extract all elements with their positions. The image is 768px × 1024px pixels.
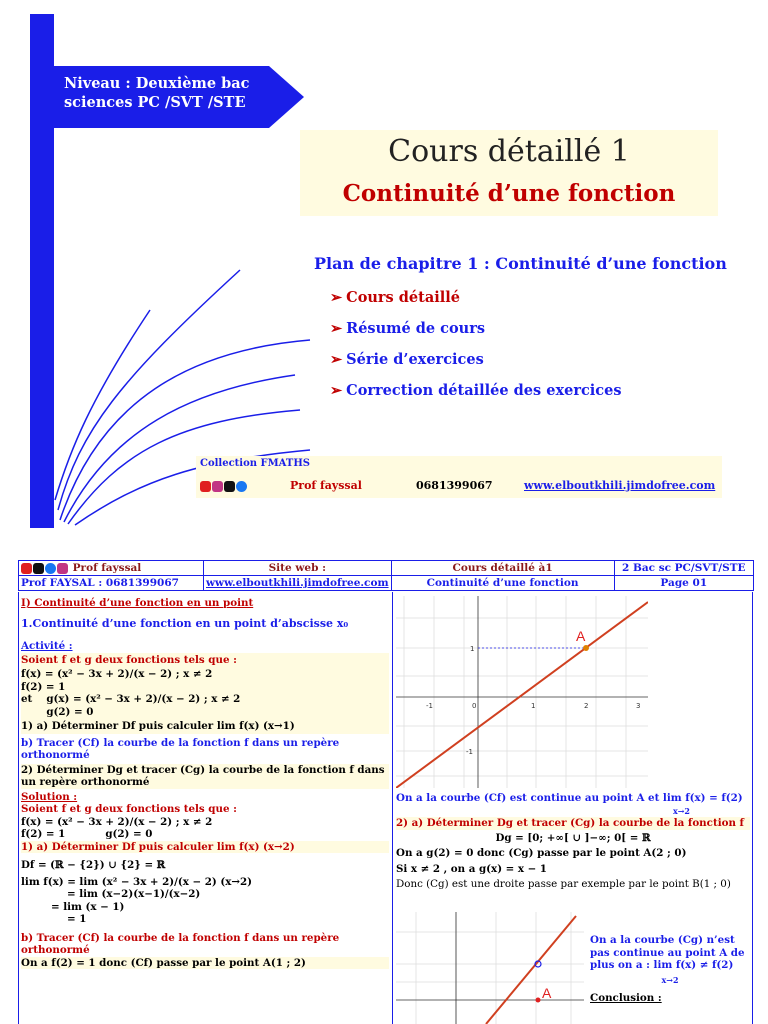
limit-step-3: = lim (x − 1) (51, 900, 125, 913)
soient-text-2: Soient f et g deux fonctions tels que : (21, 803, 237, 815)
tiktok-icon[interactable] (224, 481, 235, 492)
facebook-icon[interactable] (236, 481, 247, 492)
column-divider (392, 592, 393, 1024)
youtube-icon[interactable] (200, 481, 211, 492)
domain-dg: Dg = [0; +∞[ ∪ ]−∞; 0[ = ℝ (495, 831, 651, 844)
right-border (752, 592, 753, 1024)
solution-q1b: b) Tracer (Cf) la courbe de la fonction f dans un repère orthonormé (21, 931, 340, 956)
left-column: I) Continuité d’une fonction en un point 1.Continuité d’une fonction en un point d’abscisse x₀ Activité : Soient f et g deux fonctions tels que : f(x) = (x² − 3x + 2)/(x − 2) ; x ≠ 2 f(2) = 1 et g(x) = (x² − 3x + 2)/(x − 2) ; x ≠ 2 g(2) = 0 1) a) Déterminer Df puis calculer lim f(x) (x→1) b) Tracer (Cf) la courbe de la fonction f dans un repère orthonormé 2) Déterminer Dg et tracer (Cg) la courbe de la fonction f dans un repère orthonormé Solution : Soient f et g deux fonctions tels que : f(x) = (x² − 3x + 2)/(x − 2) ; x ≠ 2 f(2) = 1 g(2) = 0 1) a) Déterminer Df puis calculer lim f(x) (x→2) Df = (ℝ − {2}) ∪ {2} = ℝ lim f(x) = lim (x² − 3x + 2)/(x − 2) (x→2) = lim (x−2)(x−1)/(x−2) = lim (x − 1) = 1 b) Tracer (Cf) la courbe de la fonction f dans un repère orthonormé On a f(2) = 1 donc (Cf) passe par le point A(1 ; 2) (21, 597, 389, 969)
plan-item[interactable]: ➢ Cours détaillé (330, 289, 460, 306)
course-title: Cours détaillé 1 (388, 134, 630, 169)
collection-label: Collection FMATHS (200, 458, 311, 469)
soient-text: Soient f et g deux fonctions tels que : (21, 653, 237, 666)
instagram-icon[interactable] (212, 481, 223, 492)
system-definitions: f(x) = (x² − 3x + 2)/(x − 2) ; x ≠ 2 f(2) = 1 (21, 668, 213, 693)
course-subtitle: Continuité d’une fonction (342, 180, 676, 207)
svg-text:2: 2 (584, 702, 589, 710)
domain-df: Df = (ℝ − {2}) ∪ {2} = ℝ (21, 859, 166, 871)
plan-item[interactable]: ➢ Résumé de cours (330, 320, 486, 337)
plan-item[interactable]: ➢ Correction détaillée des exercices (330, 382, 622, 399)
svg-text:-1: -1 (466, 748, 473, 756)
svg-text:1: 1 (531, 702, 536, 710)
course-sub: Continuité d’une fonction (391, 576, 614, 591)
question-2a: 2) a) Déterminer Dg et tracer (Cg) la courbe de la fonction f (396, 817, 750, 830)
solution-label: Solution : (21, 790, 78, 803)
page-number: Page 01 (614, 576, 753, 591)
question-1b: b) Tracer (Cf) la courbe de la fonction f dans un repère orthonormé (21, 736, 340, 761)
system-g: et g(x) = (x² − 3x + 2)/(x − 2) ; x ≠ 2 g(2) = 0 (21, 693, 241, 718)
plan-title: Plan de chapitre 1 : Continuité d’une fonction (314, 254, 727, 273)
svg-text:-1: -1 (426, 702, 433, 710)
graph-cg (396, 912, 584, 1024)
activity-box (21, 653, 389, 734)
youtube-icon[interactable] (21, 563, 32, 574)
not-continuous-text: On a la courbe (Cg) n’est pas continue au point A de plus on a : lim f(x) ≠ f(2) x→2 Conclusion : (590, 934, 750, 1005)
instagram-icon[interactable] (57, 563, 68, 574)
tiktok-icon[interactable] (33, 563, 44, 574)
facebook-icon[interactable] (45, 563, 56, 574)
point-a (583, 645, 589, 651)
level-text (64, 74, 264, 112)
g2-text: On a g(2) = 0 donc (Cg) passe par le point A(2 ; 0) (396, 847, 687, 859)
svg-text:0: 0 (472, 702, 477, 710)
continuity-text: On a la courbe (Cf) est continue au point A et lim f(x) = f(2) (396, 792, 743, 804)
solution-q1a: 1) a) Déterminer Df puis calculer lim f(x) (x→2) (21, 841, 389, 854)
plan-item[interactable]: ➢ Série d’exercices (330, 351, 484, 368)
level-line-1: Niveau : Deuxième bac (64, 75, 250, 92)
limit-step-1: lim f(x) = lim (x² − 3x + 2)/(x − 2) (x→2) (21, 875, 253, 888)
level-line-2: sciences PC /SVT /STE (64, 94, 246, 111)
website-link[interactable]: www.elboutkhili.jimdofree.com (524, 479, 716, 492)
donc-text: Donc (Cg) est une droite passe par exemple par le point B(1 ; 0) (396, 878, 731, 890)
question-2: 2) Déterminer Dg et tracer (Cg) la courbe de la fonction f dans un repère orthonormé (21, 764, 389, 789)
graph-cf (396, 596, 648, 788)
solution-last: On a f(2) = 1 donc (Cf) passe par le point A(1 ; 2) (21, 957, 389, 970)
prof-name: Prof fayssal (290, 479, 362, 492)
activite-label: Activité : (21, 640, 73, 652)
page-header-table (18, 560, 754, 591)
conclusion-label: Conclusion : (590, 992, 662, 1004)
limit-step-4: = 1 (67, 913, 87, 925)
question-1a: 1) a) Déterminer Df puis calculer lim f(x) (x→1) (21, 720, 295, 732)
svg-text:A: A (542, 985, 552, 1001)
section-title: I) Continuité d’une fonction en un point (21, 597, 254, 609)
social-icons[interactable] (200, 479, 248, 492)
header-social: Prof fayssal (19, 561, 204, 576)
svg-text:3: 3 (636, 702, 641, 710)
subsection-title: 1.Continuité d’une fonction en un point d’abscisse x₀ (21, 616, 349, 630)
site-url[interactable]: www.elboutkhili.jimdofree.com (204, 576, 392, 591)
course-label: Cours détaillé à1 (391, 561, 614, 576)
right-column: On a la courbe (Cf) est continue au point A et lim f(x) = f(2) x→2 2) a) Déterminer Dg et tracer (Cg) la courbe de la fonction f Dg = [0; +∞[ ∪ ]−∞; 0[ = ℝ On a g(2) = 0 donc (Cg) passe par le point A(2 ; 0) Si x ≠ 2 , on a g(x) = x − 1 Donc (Cg) est une droite passe par exemple par le point B(1 ; 0) (396, 792, 750, 891)
site-label: Site web : (204, 561, 392, 576)
class-label: 2 Bac sc PC/SVT/STE (614, 561, 753, 576)
limit-step-2: = lim (x−2)(x−1)/(x−2) (67, 888, 201, 900)
phone-number: 0681399067 (416, 479, 493, 492)
prof-contact: Prof FAYSAL : 0681399067 (19, 576, 204, 591)
point-a2 (536, 998, 541, 1003)
si-text: Si x ≠ 2 , on a g(x) = x − 1 (396, 862, 547, 875)
svg-text:1: 1 (470, 645, 475, 653)
point-a-label: A (576, 628, 586, 644)
left-border (18, 592, 19, 1024)
